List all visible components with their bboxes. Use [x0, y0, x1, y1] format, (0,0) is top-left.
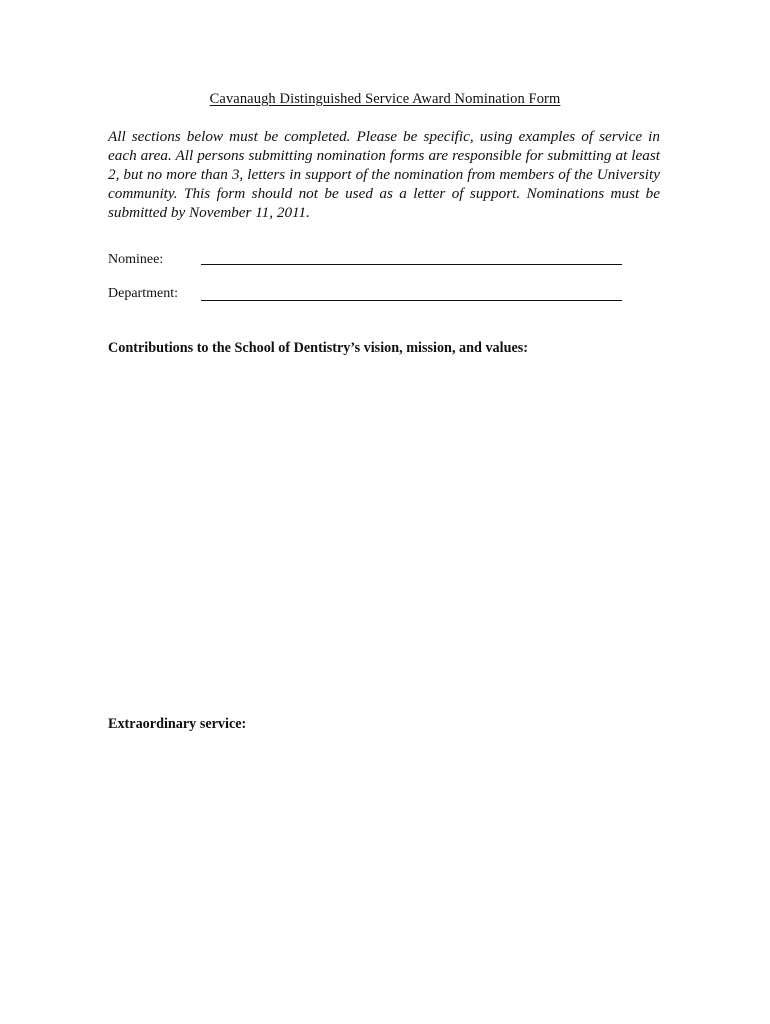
instructions-block [108, 127, 660, 222]
instructions-text: All sections below must be completed. Please be specific, using examples of service in each area. All persons submitting nomination forms are responsible for submitting at least 2, but no more than 3, letters in support of the nomination from members of the University community. This form should not be used as a letter of support. Nominations must be submitted by November 11, 2011. [108, 128, 660, 221]
department-field-line[interactable] [201, 300, 622, 301]
contributions-heading: Contributions to the School of Dentistry’s vision, mission, and values: [108, 340, 529, 356]
nominee-field-line[interactable] [201, 264, 622, 265]
nominee-label: Nominee: [108, 252, 164, 267]
extraordinary-service-heading: Extraordinary service: [108, 716, 247, 732]
department-label: Department: [108, 286, 178, 301]
form-title: Cavanaugh Distinguished Service Award Nomination Form [209, 91, 561, 107]
